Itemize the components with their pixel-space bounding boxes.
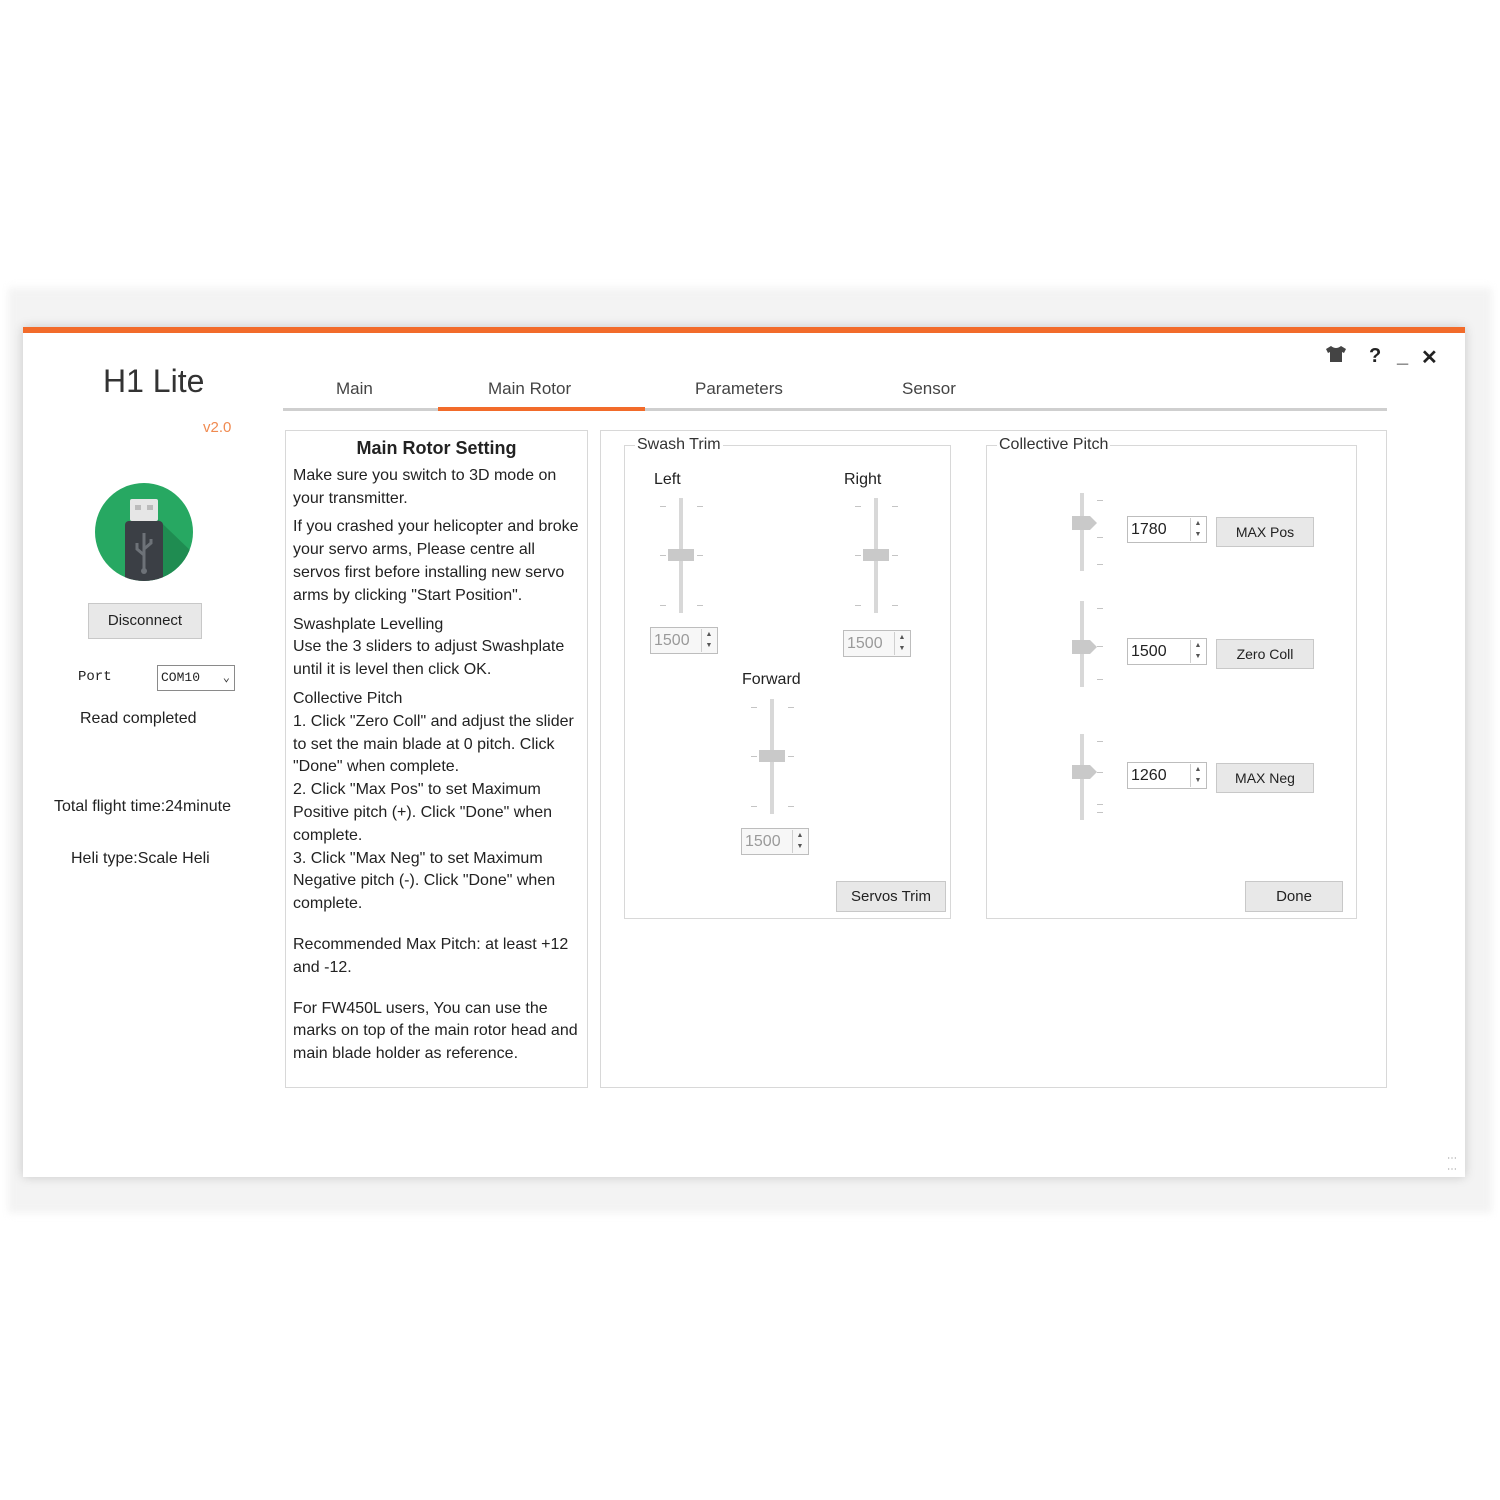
slider-tick <box>751 707 757 708</box>
max-neg-value: 1260 <box>1131 767 1167 784</box>
app-version: v2.0 <box>203 419 232 436</box>
servos-trim-button[interactable]: Servos Trim <box>836 881 946 912</box>
tab-main[interactable]: Main <box>336 379 373 398</box>
slider-thumb[interactable] <box>668 549 694 561</box>
resize-grip-icon[interactable]: ⋯ ⋯ <box>1447 1153 1455 1175</box>
left-label: Left <box>654 471 681 488</box>
forward-spinbox[interactable] <box>741 828 809 855</box>
slider-tick <box>788 707 794 708</box>
spin-arrows-icon[interactable]: ▲ ▼ <box>1190 518 1205 541</box>
slider-tick <box>751 806 757 807</box>
swash-trim-title: Swash Trim <box>637 436 721 453</box>
slider-tick <box>1097 500 1103 501</box>
forward-value: 1500 <box>745 833 781 850</box>
app-title: H1 Lite <box>103 363 205 399</box>
zero-coll-spinbox[interactable] <box>1127 638 1207 665</box>
max-neg-button[interactable]: MAX Neg <box>1216 763 1314 793</box>
slider-tick <box>1097 772 1103 773</box>
max-neg-spinbox[interactable] <box>1127 762 1207 789</box>
slider-tick <box>855 555 861 556</box>
slider-tick <box>1097 812 1103 813</box>
spin-arrows-icon[interactable]: ▲ ▼ <box>792 830 807 853</box>
slider-tick <box>855 506 861 507</box>
instructions-text: Use the 3 sliders to adjust Swashplate until it is level then click OK. <box>293 638 565 679</box>
spin-arrows-icon[interactable]: ▲ ▼ <box>1190 764 1205 787</box>
max-pos-spinbox[interactable] <box>1127 516 1207 543</box>
slider-tick <box>1097 608 1103 609</box>
tab-main-rotor[interactable]: Main Rotor <box>488 379 572 398</box>
tab-parameters[interactable]: Parameters <box>695 379 783 398</box>
status-text: Read completed <box>80 710 197 727</box>
right-label: Right <box>844 471 882 488</box>
zero-coll-value: 1500 <box>1131 643 1167 660</box>
max-pos-button[interactable]: MAX Pos <box>1216 517 1314 547</box>
slider-tick <box>697 506 703 507</box>
slider-track <box>1080 493 1084 571</box>
slider-thumb[interactable] <box>863 549 889 561</box>
slider-tick <box>1097 646 1103 647</box>
done-button[interactable]: Done <box>1245 881 1343 912</box>
usb-plug-icon <box>95 483 193 581</box>
help-icon[interactable]: ? <box>1369 345 1382 367</box>
zero-coll-button[interactable]: Zero Coll <box>1216 639 1314 669</box>
slider-tick <box>660 555 666 556</box>
instructions-text: Recommended Max Pitch: at least +12 and -12. <box>293 935 569 976</box>
instructions-text: 2. Click "Max Pos" to set Maximum Positive pitch (+). Click "Done" when complete. <box>293 781 553 844</box>
slider-tick <box>660 506 666 507</box>
slider-tick <box>788 806 794 807</box>
slider-tick <box>1097 679 1103 680</box>
slider-tick <box>1097 741 1103 742</box>
minimize-icon[interactable]: _ <box>1397 345 1409 367</box>
spin-arrows-icon[interactable]: ▲ ▼ <box>1190 640 1205 663</box>
left-value: 1500 <box>654 632 690 649</box>
port-value: COM10 <box>161 670 201 685</box>
slider-tick <box>1097 537 1103 538</box>
instructions-title: Main Rotor Setting <box>356 438 517 458</box>
slider-tick <box>892 506 898 507</box>
flight-time: Total flight time:24minute <box>54 798 231 815</box>
instructions-text: 1. Click "Zero Coll" and adjust the slider to set the main blade at 0 pitch. Click "Done" when complete. <box>293 712 574 776</box>
slider-tick <box>855 605 861 606</box>
spin-arrows-icon[interactable]: ▲ ▼ <box>701 629 716 652</box>
slider-thumb[interactable] <box>1072 640 1090 654</box>
slider-thumb[interactable] <box>1072 516 1090 530</box>
slider-thumb[interactable] <box>759 750 785 762</box>
instructions-text: Make sure you switch to 3D mode on your transmitter. <box>293 466 557 507</box>
left-spinbox[interactable] <box>650 627 718 654</box>
right-spinbox[interactable] <box>843 630 911 657</box>
instructions-text: Swashplate Levelling <box>293 615 444 633</box>
collective-pitch-title: Collective Pitch <box>999 436 1109 453</box>
instructions-text: Collective Pitch <box>293 689 403 707</box>
forward-label: Forward <box>742 671 801 688</box>
disconnect-button[interactable]: Disconnect <box>88 603 202 639</box>
tab-active-indicator <box>438 407 645 411</box>
instructions-panel <box>285 430 588 1088</box>
app-window <box>23 327 1465 1177</box>
slider-tick <box>1097 564 1103 565</box>
slider-tick <box>751 756 757 757</box>
slider-tick <box>892 555 898 556</box>
slider-thumb[interactable] <box>1072 765 1090 779</box>
right-value: 1500 <box>847 635 883 652</box>
instructions-text: 3. Click "Max Neg" to set Maximum Negative pitch (-). Click "Done" when complete. <box>293 849 556 913</box>
spin-arrows-icon[interactable]: ▲ ▼ <box>894 632 909 655</box>
max-pos-value: 1780 <box>1131 521 1167 538</box>
slider-tick <box>697 605 703 606</box>
tab-sensor[interactable]: Sensor <box>902 379 956 398</box>
slider-tick <box>660 605 666 606</box>
swash-trim-group <box>624 436 951 919</box>
heli-type: Heli type:Scale Heli <box>71 850 210 867</box>
chevron-down-icon: ⌄ <box>222 671 230 685</box>
collective-pitch-group <box>986 436 1357 919</box>
port-label: Port <box>78 669 112 685</box>
slider-tick <box>697 555 703 556</box>
close-icon[interactable]: ✕ <box>1421 347 1438 369</box>
slider-tick <box>1097 804 1103 805</box>
port-select[interactable] <box>157 665 235 691</box>
shirt-icon[interactable] <box>1325 345 1347 369</box>
slider-tick <box>892 605 898 606</box>
instructions-text: If you crashed your helicopter and broke your servo arms, Please centre all servos first before installing new servo arms by clicking "Start Position". <box>293 518 579 604</box>
slider-tick <box>788 756 794 757</box>
instructions-text: For FW450L users, You can use the marks on top of the main rotor head and main blade holder as reference. <box>293 999 578 1063</box>
